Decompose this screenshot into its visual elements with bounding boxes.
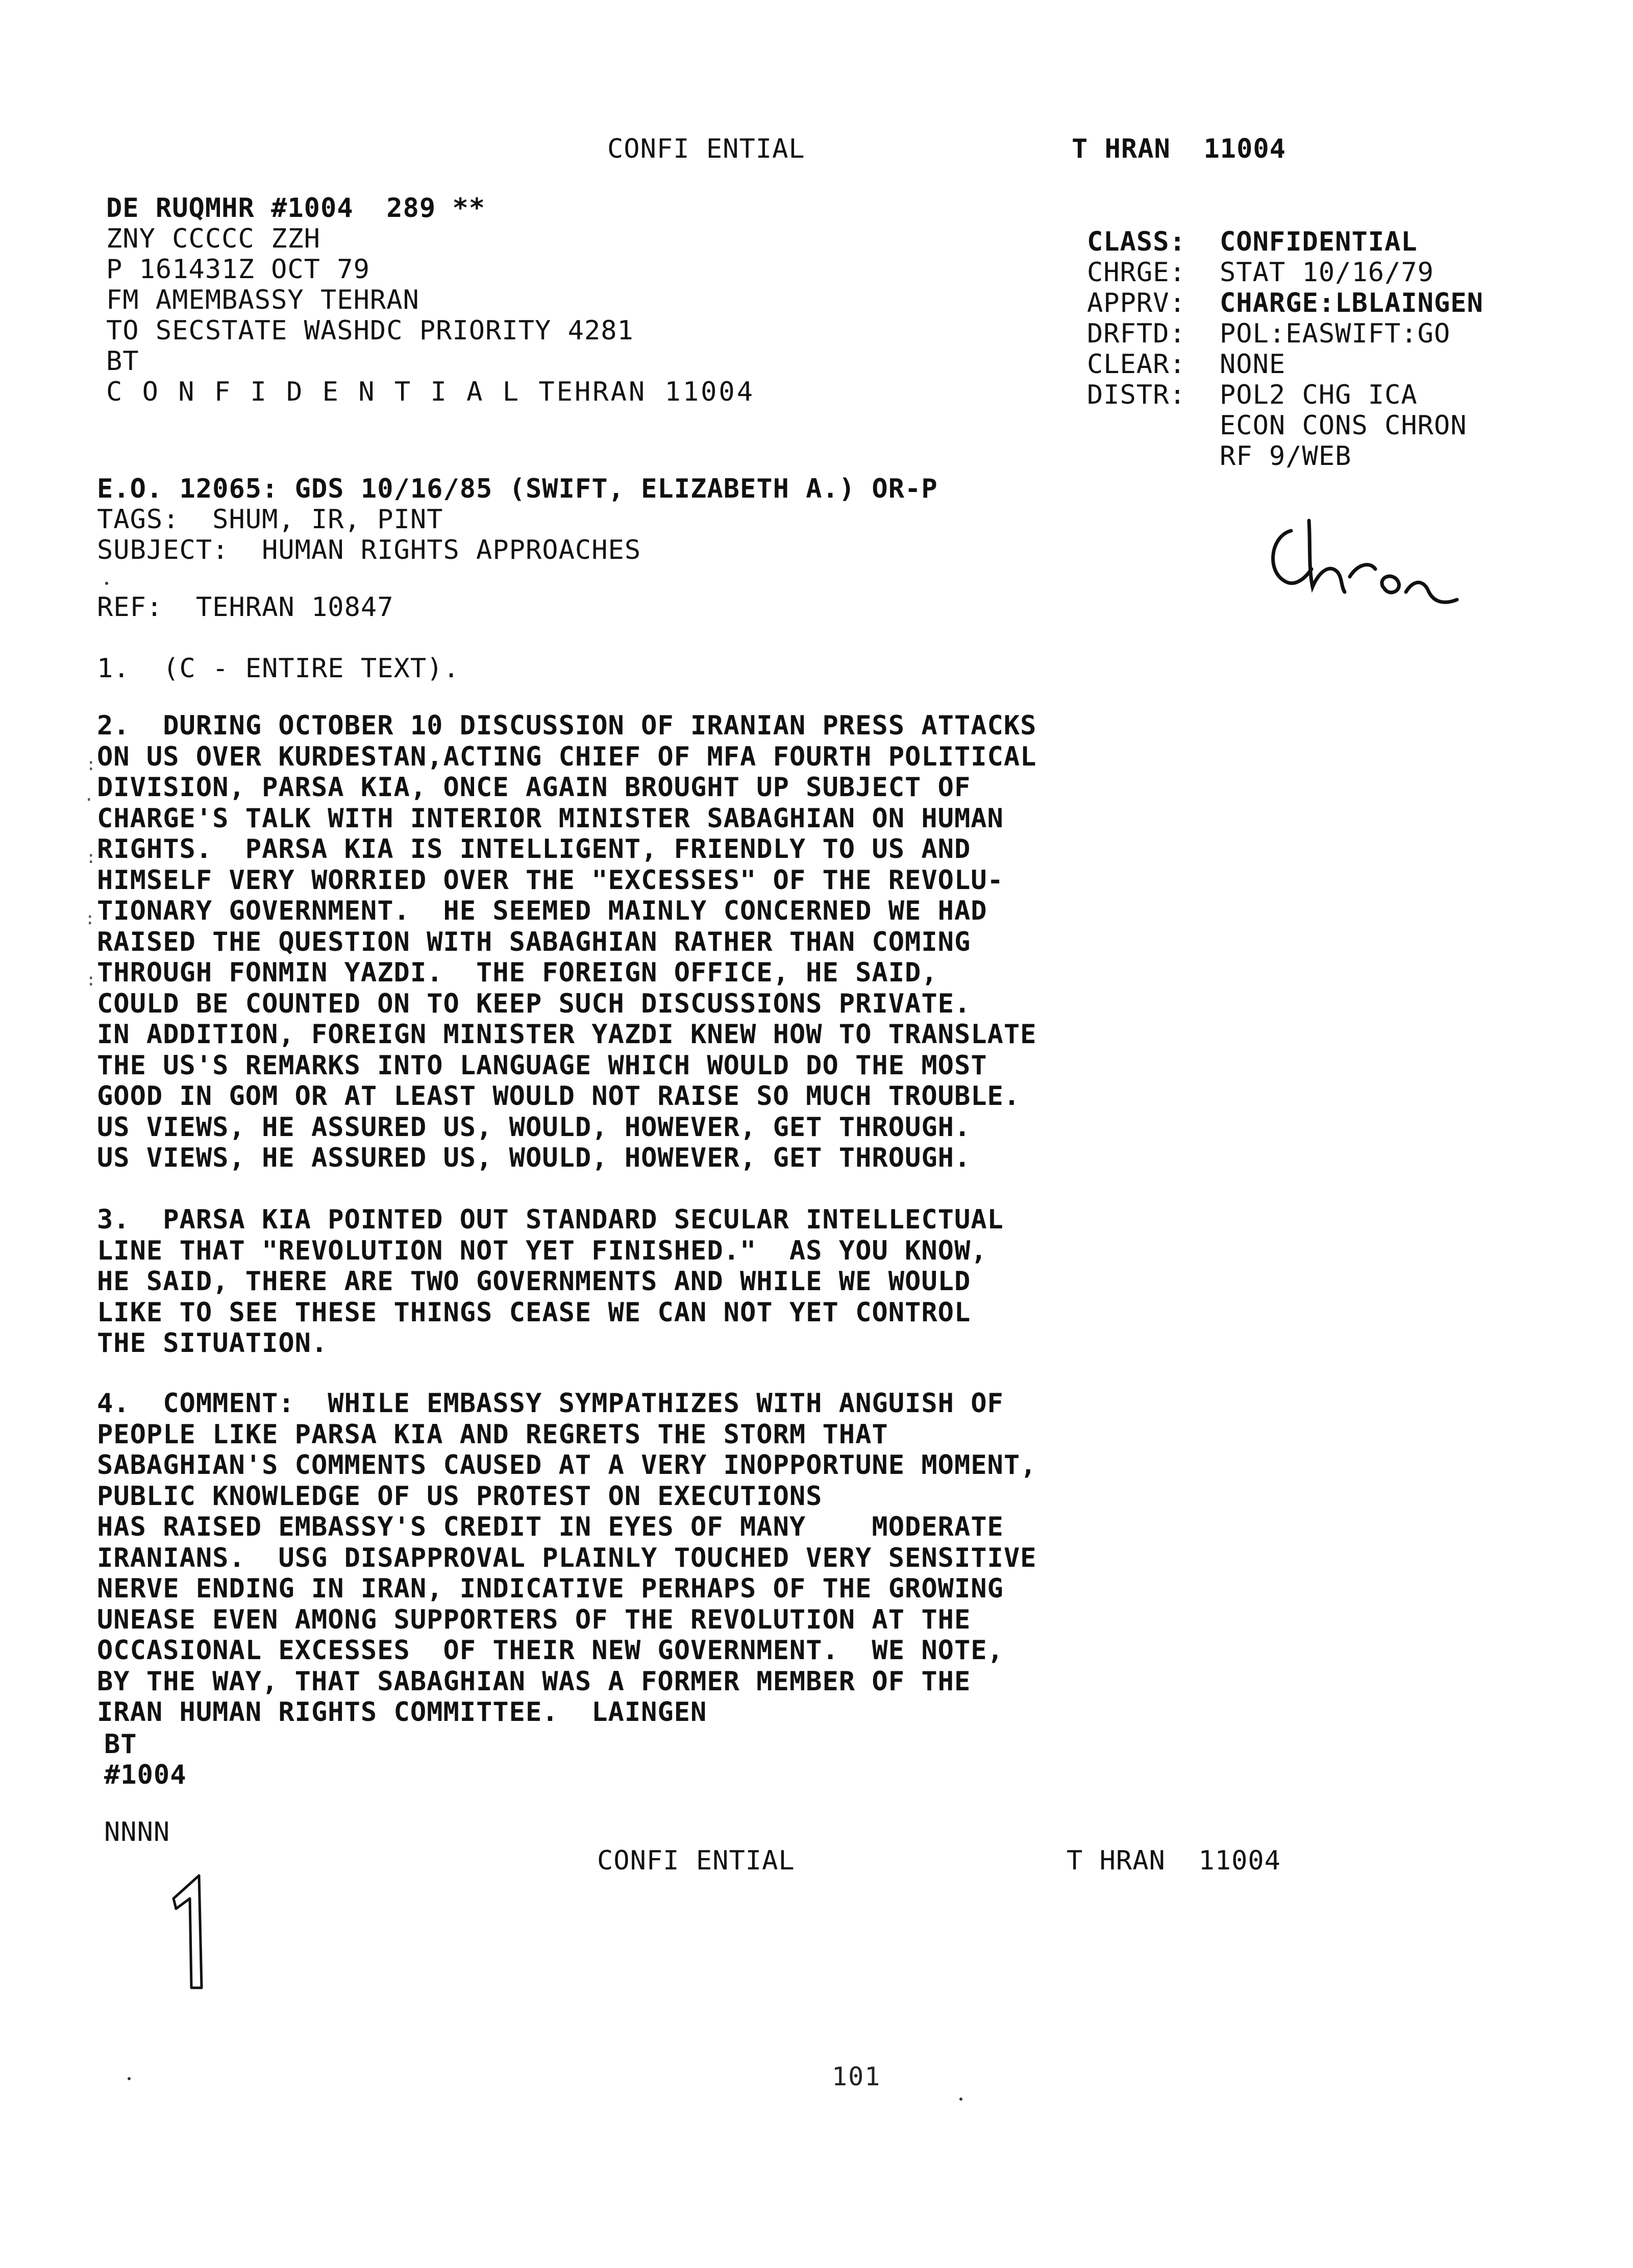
drftd-value: POL:EASWIFT:GO	[1220, 318, 1451, 349]
routing-line-2: ZNY CCCCC ZZH	[106, 224, 320, 254]
routing-line-7: C O N F I D E N T I A L TEHRAN 11004	[106, 377, 755, 407]
footer-page-number: 101	[832, 2062, 881, 2091]
handwritten-chron-signature	[1255, 515, 1470, 618]
paragraph-3: 3. PARSA KIA POINTED OUT STANDARD SECULAR INTELLECTUAL LINE THAT "REVOLUTION NOT YET FINISHED." AS YOU KNOW, HE SAID, THERE ARE TWO GOVERNMENTS AND WHILE WE WOULD LIKE TO SEE THESE THINGS CEASE WE CAN NOT YET CONTROL THE SITUATION.	[97, 1204, 1004, 1359]
scan-speck	[105, 582, 108, 585]
routing-line-4: FM AMEMBASSY TEHRAN	[106, 285, 419, 315]
tags-line: TAGS: SHUM, IR, PINT	[97, 504, 443, 535]
footer-classification: CONFI ENTIAL	[597, 1845, 795, 1876]
subject-line: SUBJECT: HUMAN RIGHTS APPROACHES	[97, 535, 641, 565]
class-value: CONFIDENTIAL	[1220, 227, 1418, 257]
paragraph-1: 1. (C - ENTIRE TEXT).	[97, 653, 460, 684]
clear-label: CLEAR:	[1087, 349, 1186, 380]
margin-mark: :	[86, 847, 96, 868]
handwritten-page-mark-1	[163, 1868, 219, 1995]
header-classification: CONFI ENTIAL	[607, 134, 805, 164]
paragraph-2: 2. DURING OCTOBER 10 DISCUSSION OF IRANIAN PRESS ATTACKS ON US OVER KURDESTAN,ACTING CHIEF OF MFA FOURTH POLITICAL DIVISION, PARSA KIA, ONCE AGAIN BROUGHT UP SUBJECT OF CHARGE'S TALK WITH INTERIOR MINISTER SABAGHIAN ON HUMAN RIGHTS. PARSA KIA IS INTELLIGENT, FRIENDLY TO US AND HIMSELF VERY WORRIED OVER THE "EXCESSES" OF THE REVOLU- TIONARY GOVERNMENT. HE SEEMED MAINLY CONCERNED WE HAD RAISED THE QUESTION WITH SABAGHIAN RATHER THAN COMING THROUGH FONMIN YAZDI. THE FOREIGN OFFICE, HE SAID, COULD BE COUNTED ON TO KEEP SUCH DISCUSSIONS PRIVATE. IN ADDITION, FOREIGN MINISTER YAZDI KNEW HOW TO TRANSLATE THE US'S REMARKS INTO LANGUAGE WHICH WOULD DO THE MOST GOOD IN GOM OR AT LEAST WOULD NOT RAISE SO MUCH TROUBLE. US VIEWS, HE ASSURED US, WOULD, HOWEVER, GET THROUGH. US VIEWS, HE ASSURED US, WOULD, HOWEVER, GET THROUGH.	[97, 710, 1037, 1173]
paragraph-4: 4. COMMENT: WHILE EMBASSY SYMPATHIZES WITH ANGUISH OF PEOPLE LIKE PARSA KIA AND REGRETS THE STORM THAT SABAGHIAN'S COMMENTS CAUSED AT A VERY INOPPORTUNE MOMENT, PUBLIC KNOWLEDGE OF US PROTEST ON EXECUTIONS HAS RAISED EMBASSY'S CREDIT IN EYES OF MANY MODERATE IRANIANS. USG DISAPPROVAL PLAINLY TOUCHED VERY SENSITIVE NERVE ENDING IN IRAN, INDICATIVE PERHAPS OF THE GROWING UNEASE EVEN AMONG SUPPORTERS OF THE REVOLUTION AT THE OCCASIONAL EXCESSES OF THEIR NEW GOVERNMENT. WE NOTE, BY THE WAY, THAT SABAGHIAN WAS A FORMER MEMBER OF THE IRAN HUMAN RIGHTS COMMITTEE. LAINGEN	[97, 1388, 1037, 1728]
apprv-value: CHARGE:LBLAINGEN	[1220, 288, 1483, 318]
footer-post-number: T HRAN 11004	[1067, 1845, 1281, 1876]
chrge-value: STAT 10/16/79	[1220, 257, 1434, 288]
routing-line-3: P 161431Z OCT 79	[106, 254, 370, 285]
routing-line-5: TO SECSTATE WASHDC PRIORITY 4281	[106, 315, 634, 346]
class-label: CLASS:	[1087, 227, 1186, 257]
ref-line: REF: TEHRAN 10847	[97, 592, 394, 623]
closing-message-number: #1004	[104, 1760, 187, 1790]
closing-nnnn: NNNN	[104, 1817, 170, 1847]
chrge-label: CHRGE:	[1087, 257, 1186, 288]
margin-mark: :	[86, 754, 96, 775]
distr-value-1: POL2 CHG ICA	[1220, 380, 1418, 410]
eo-line: E.O. 12065: GDS 10/16/85 (SWIFT, ELIZABETH A.) OR-P	[97, 474, 938, 504]
scan-speck	[128, 2077, 131, 2080]
closing-bt: BT	[104, 1729, 137, 1760]
margin-mark: :	[85, 908, 95, 929]
clear-value: NONE	[1220, 349, 1286, 380]
scan-speck	[959, 2098, 962, 2101]
distr-value-3: RF 9/WEB	[1220, 441, 1352, 472]
drftd-label: DRFTD:	[1087, 318, 1186, 349]
apprv-label: APPRV:	[1087, 288, 1186, 318]
margin-mark: .	[84, 785, 94, 805]
distr-label: DISTR:	[1087, 380, 1186, 410]
distr-value-2: ECON CONS CHRON	[1220, 410, 1467, 441]
header-post-number: T HRAN 11004	[1072, 134, 1286, 164]
routing-line-6: BT	[106, 346, 139, 377]
margin-mark: :	[86, 970, 96, 990]
routing-line-1: DE RUQMHR #1004 289 **	[106, 193, 486, 224]
